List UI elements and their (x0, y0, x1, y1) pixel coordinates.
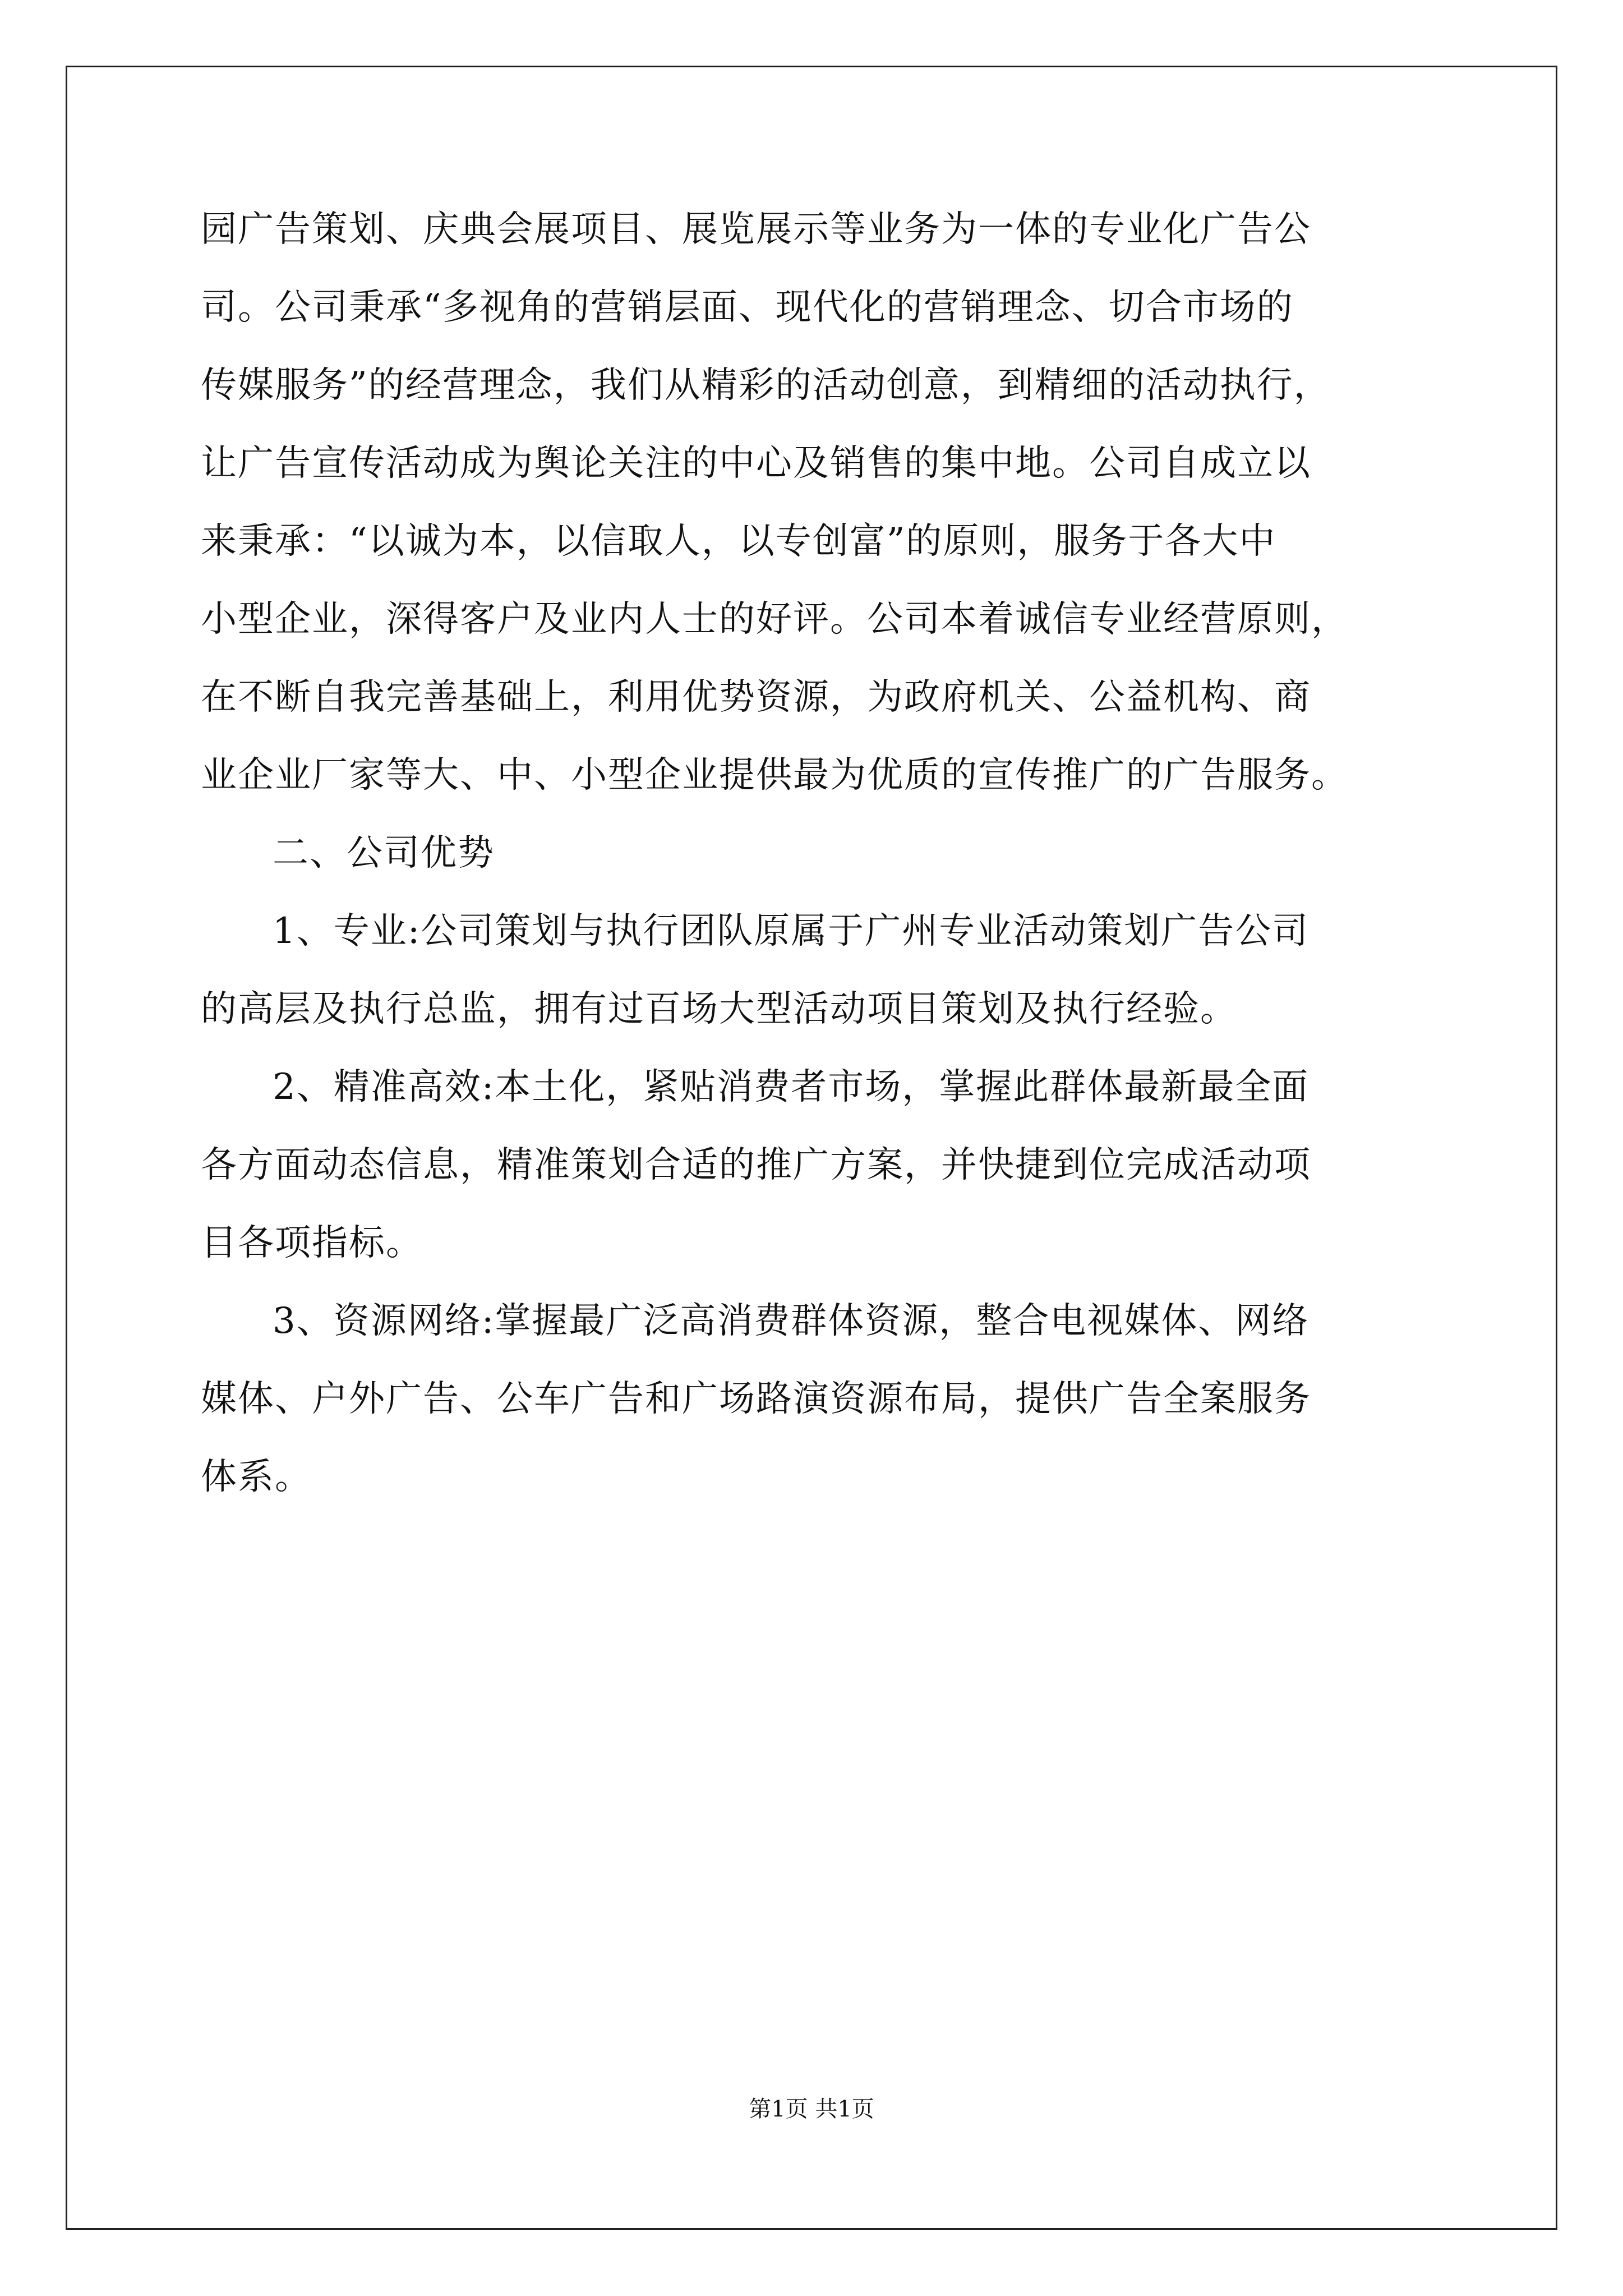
paragraph-line: 业企业厂家等大、中、小型企业提供最为优质的宣传推广的广告服务。 (201, 754, 1348, 796)
paragraph-line: 1、专业:公司策划与执行团队原属于广州专业活动策划广告公司 (273, 910, 1310, 952)
paragraph-line: 在不断自我完善基础上，利用优势资源，为政府机关、公益机构、商 (201, 677, 1311, 718)
paragraph-line: 体系。 (201, 1456, 312, 1498)
paragraph-line: 园广告策划、庆典会展项目、展览展示等业务为一体的专业化广告公 (201, 209, 1311, 250)
paragraph-line: 司。公司秉承“多视角的营销层面、现代化的营销理念、切合市场的 (201, 287, 1294, 328)
paragraph-line: 3、资源网络:掌握最广泛高消费群体资源，整合电视媒体、网络 (273, 1300, 1310, 1342)
paragraph-line: 的高层及执行总监，拥有过百场大型活动项目策划及执行经验。 (201, 988, 1237, 1030)
paragraph-line: 来秉承：“以诚为本，以信取人，以专创富”的原则，服务于各大中 (201, 521, 1276, 562)
paragraph-line: 目各项指标。 (201, 1222, 423, 1264)
paragraph-line: 媒体、户外广告、公车广告和广场路演资源布局，提供广告全案服务 (201, 1378, 1311, 1420)
paragraph-line: 2、精准高效:本土化，紧贴消费者市场，掌握此群体最新最全面 (273, 1066, 1310, 1108)
paragraph-line: 让广告宣传活动成为舆论关注的中心及销售的集中地。公司自成立以 (201, 443, 1311, 484)
section-heading: 二、公司优势 (273, 832, 495, 874)
page-footer: 第1页 共1页 (749, 2096, 874, 2122)
document-body (201, 191, 1423, 1516)
paragraph-line: 各方面动态信息，精准策划合适的推广方案，并快捷到位完成活动项 (201, 1144, 1311, 1186)
paragraph-line: 传媒服务”的经营理念，我们从精彩的活动创意，到精细的活动执行， (201, 365, 1331, 406)
paragraph-line: 小型企业，深得客户及业内人士的好评。公司本着诚信专业经营原则， (201, 599, 1348, 640)
